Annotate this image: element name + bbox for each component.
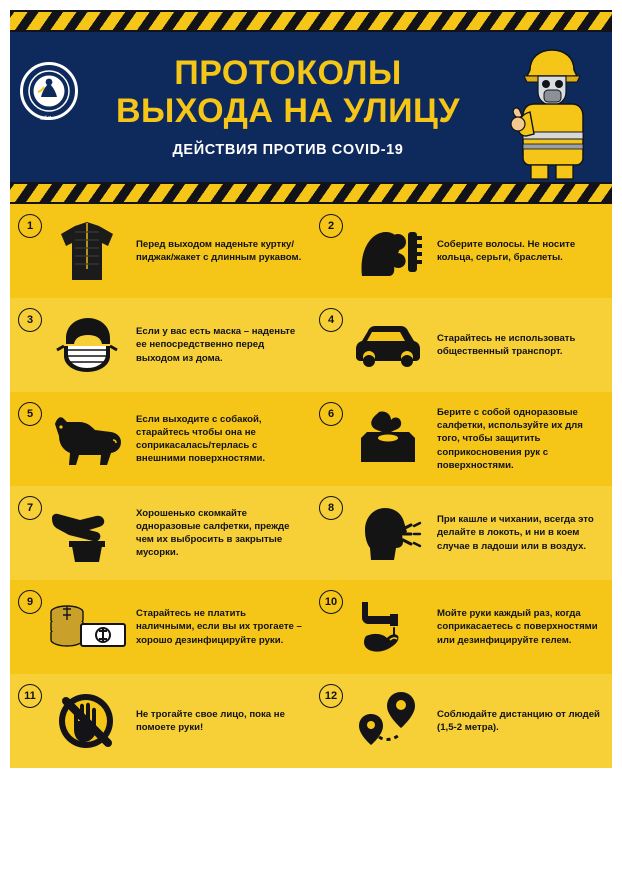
hazard-stripe-top [10,10,612,32]
wash-hands-tap-icon [345,589,431,665]
cash-coins-icon [44,589,130,665]
tip-number: 12 [319,684,343,708]
tips-grid [10,204,612,768]
tip-text: Хорошенько скомкайте одноразовые салфетки, прежде чем их выбросить в закрытые мусорки. [136,507,290,559]
page-title-line1: ПРОТОКОЛЫ [174,54,402,92]
tip-item [10,204,311,298]
jacket-icon [44,213,130,289]
tip-item [10,486,311,580]
tip-text: Мойте руки каждый раз, когда соприкасаетесь с поверхностями или дезинфицируйте гелем. [437,608,598,646]
tip-number: 11 [18,684,42,708]
tip-item [10,298,311,392]
firefighter-worker-icon [500,40,604,180]
tip-item [10,392,311,486]
face-mask-icon [44,307,130,383]
poster-footer-space [10,768,612,794]
tip-number: 6 [319,402,343,426]
tip-text: Не трогайте свое лицо, пока не помоете руки! [136,708,285,733]
tip-text: Если выходите с собакой, старайтесь чтобы она не соприкасалась/терлась с внешними поверхностями. [136,413,266,465]
tip-item [311,392,612,486]
tip-item [10,580,311,674]
tip-item [311,674,612,768]
tip-number: 4 [319,308,343,332]
tip-text: Берите с собой одноразовые салфетки, используйте их для того, чтобы защитить соприкосновения рук с поверхностями. [437,406,583,471]
hand-trash-icon [44,495,130,571]
page-title-line2: ВЫХОДА НА УЛИЦУ [115,92,461,131]
tip-number: 3 [18,308,42,332]
poster-header [10,32,612,182]
tip-text: Старайтесь не использовать общественный транспорт. [437,332,576,357]
tip-text: Соберите волосы. Не носите кольца, серьги, браслеты. [437,238,576,263]
no-touch-face-icon [44,683,130,759]
tip-text: Если у вас есть маска – наденьте ее непосредственно перед выходом из дома. [136,326,296,364]
tip-number: 7 [18,496,42,520]
tip-text: Соблюдайте дистанцию от людей (1,5-2 метра). [437,708,600,733]
tip-number: 8 [319,496,343,520]
car-icon [345,307,431,383]
tip-item [311,298,612,392]
emblem-caption: ЕЁЯ [40,116,52,122]
tip-number: 5 [18,402,42,426]
tip-number: 1 [18,214,42,238]
tip-item [311,580,612,674]
hair-comb-icon [345,213,431,289]
emblem-icon [20,62,78,120]
page-subtitle: ДЕЙСТВИЯ ПРОТИВ COVID-19 [172,142,404,158]
hazard-stripe-middle [10,182,612,204]
tip-item [311,486,612,580]
cough-elbow-icon [345,495,431,571]
distance-pins-icon [345,683,431,759]
tip-text: При кашле и чихании, всегда это делайте в локоть, и ни в коем случае в ладоши или в воздух. [437,514,594,552]
tip-text: Старайтесь не платить наличными, если вы их трогаете – хорошо дезинфицируйте руки. [136,608,302,646]
tissue-box-icon [345,401,431,477]
tip-number: 2 [319,214,343,238]
page-title [82,54,494,130]
tip-text: Перед выходом наденьте куртку/пиджак/жакет с длинным рукавом. [136,238,302,263]
tip-number: 10 [319,590,343,614]
tip-item [311,204,612,298]
tip-number: 9 [18,590,42,614]
tip-item [10,674,311,768]
dog-icon [44,401,130,477]
